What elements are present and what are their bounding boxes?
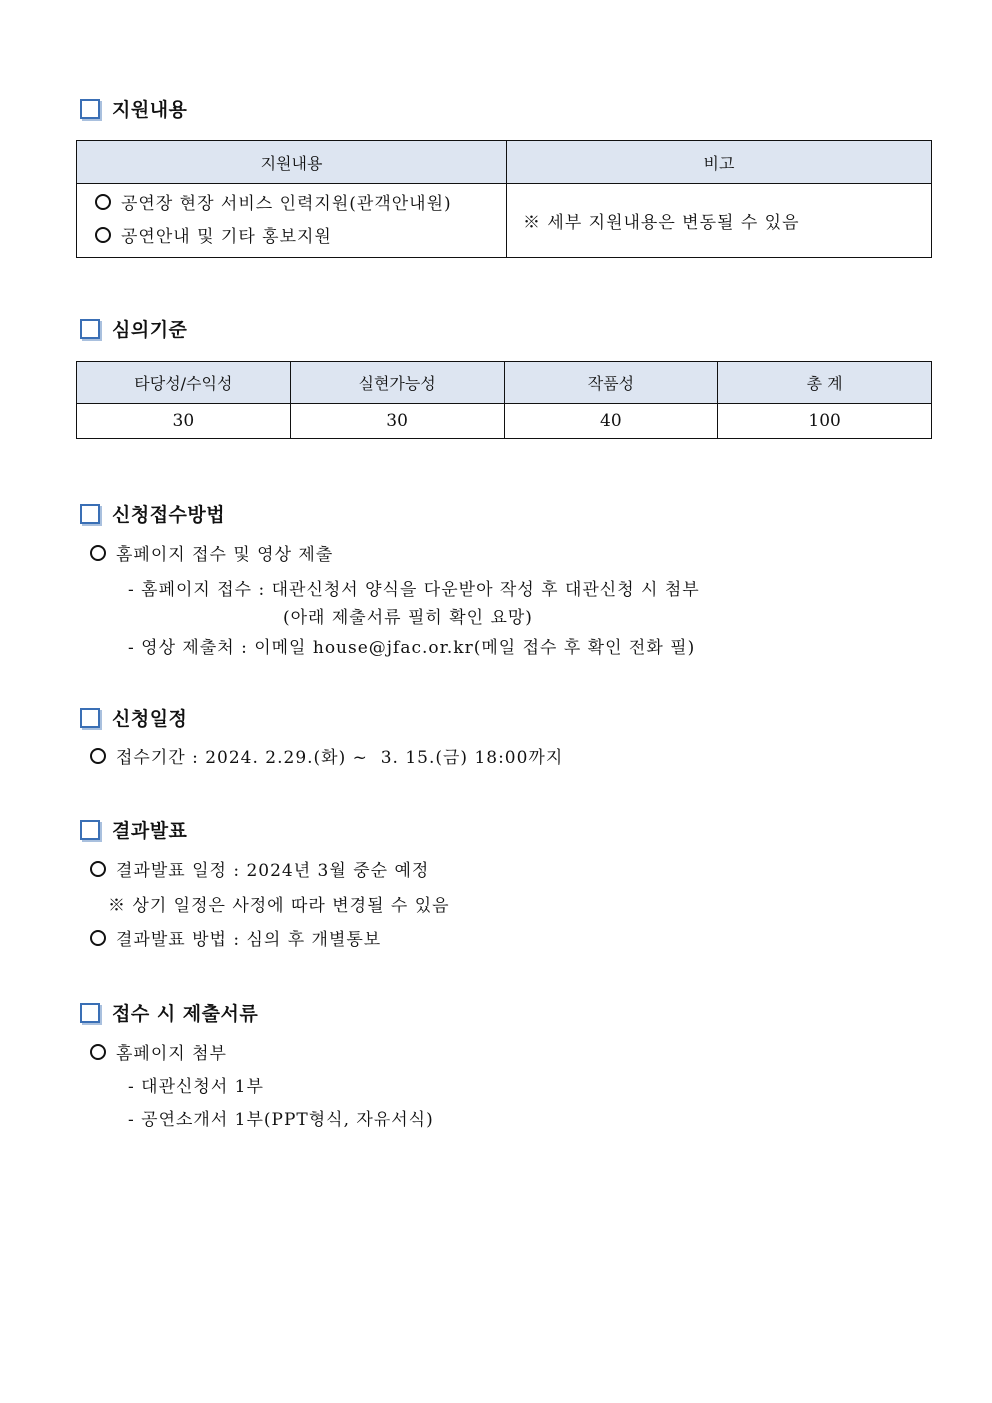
table-cell: 40 bbox=[504, 404, 718, 439]
text-line: - 공연소개서 1부(PPT형식, 자유서식) bbox=[128, 1110, 434, 1130]
text-line: - 영상 제출처 : 이메일 house@jfac.or.kr(메일 접수 후 확인 전화 필) bbox=[128, 638, 696, 658]
section-header-docs bbox=[80, 999, 258, 1026]
text-line: - 대관신청서 1부 bbox=[128, 1077, 264, 1097]
text-line: - 홈페이지 접수 : 대관신청서 양식을 다운받아 작성 후 대관신청 시 첨부 bbox=[128, 580, 700, 600]
section-title: 접수 시 제출서류 bbox=[112, 1003, 259, 1025]
checkbox-square-icon bbox=[80, 99, 100, 119]
table-header: 타당성/수익성 bbox=[77, 362, 291, 404]
checkbox-square-icon bbox=[80, 319, 100, 339]
table-cell: 30 bbox=[77, 404, 291, 439]
table-header: 작품성 bbox=[504, 362, 718, 404]
text-line: (아래 제출서류 필히 확인 요망) bbox=[283, 608, 533, 628]
list-item: 홈페이지 첨부 bbox=[90, 1039, 227, 1064]
table-header: 지원내용 bbox=[77, 141, 507, 184]
section-title: 지원내용 bbox=[112, 99, 188, 121]
section-header-result bbox=[80, 816, 187, 843]
checkbox-square-icon bbox=[80, 820, 100, 840]
criteria-table bbox=[76, 361, 932, 439]
table-header: 실현가능성 bbox=[290, 362, 504, 404]
section-title: 결과발표 bbox=[112, 820, 188, 842]
list-item: 결과발표 방법 : 심의 후 개별통보 bbox=[90, 925, 381, 950]
checkbox-square-icon bbox=[80, 1003, 100, 1023]
circle-bullet-icon bbox=[95, 194, 111, 210]
table-header: 비고 bbox=[507, 141, 932, 184]
circle-bullet-icon bbox=[90, 1044, 106, 1060]
list-item: 공연장 현장 서비스 인력지원(관객안내원) bbox=[95, 188, 505, 221]
circle-bullet-icon bbox=[90, 861, 106, 877]
table-cell: ※ 세부 지원내용은 변동될 수 있음 bbox=[507, 184, 932, 258]
circle-bullet-icon bbox=[90, 748, 106, 764]
table-cell: 30 bbox=[290, 404, 504, 439]
table-cell bbox=[77, 184, 507, 258]
checkbox-square-icon bbox=[80, 504, 100, 524]
table-header: 총 계 bbox=[718, 362, 932, 404]
table-cell: 100 bbox=[718, 404, 932, 439]
section-header-criteria bbox=[80, 315, 187, 342]
checkbox-square-icon bbox=[80, 708, 100, 728]
list-item: 결과발표 일정 : 2024년 3월 중순 예정 bbox=[90, 856, 429, 881]
section-header-method bbox=[80, 500, 225, 527]
section-title: 신청접수방법 bbox=[112, 504, 226, 526]
section-title: 심의기준 bbox=[112, 319, 188, 341]
circle-bullet-icon bbox=[90, 545, 106, 561]
section-header-schedule bbox=[80, 704, 187, 731]
list-item: 공연안내 및 기타 홍보지원 bbox=[95, 221, 505, 254]
support-table bbox=[76, 140, 932, 258]
list-item: 홈페이지 접수 및 영상 제출 bbox=[90, 540, 333, 565]
circle-bullet-icon bbox=[95, 227, 111, 243]
list-item: 접수기간 : 2024. 2.29.(화) ~ 3. 15.(금) 18:00까지 bbox=[90, 743, 563, 768]
section-header-support bbox=[80, 95, 187, 122]
section-title: 신청일정 bbox=[112, 708, 188, 730]
circle-bullet-icon bbox=[90, 930, 106, 946]
note-text: ※ 상기 일정은 사정에 따라 변경될 수 있음 bbox=[108, 896, 450, 916]
